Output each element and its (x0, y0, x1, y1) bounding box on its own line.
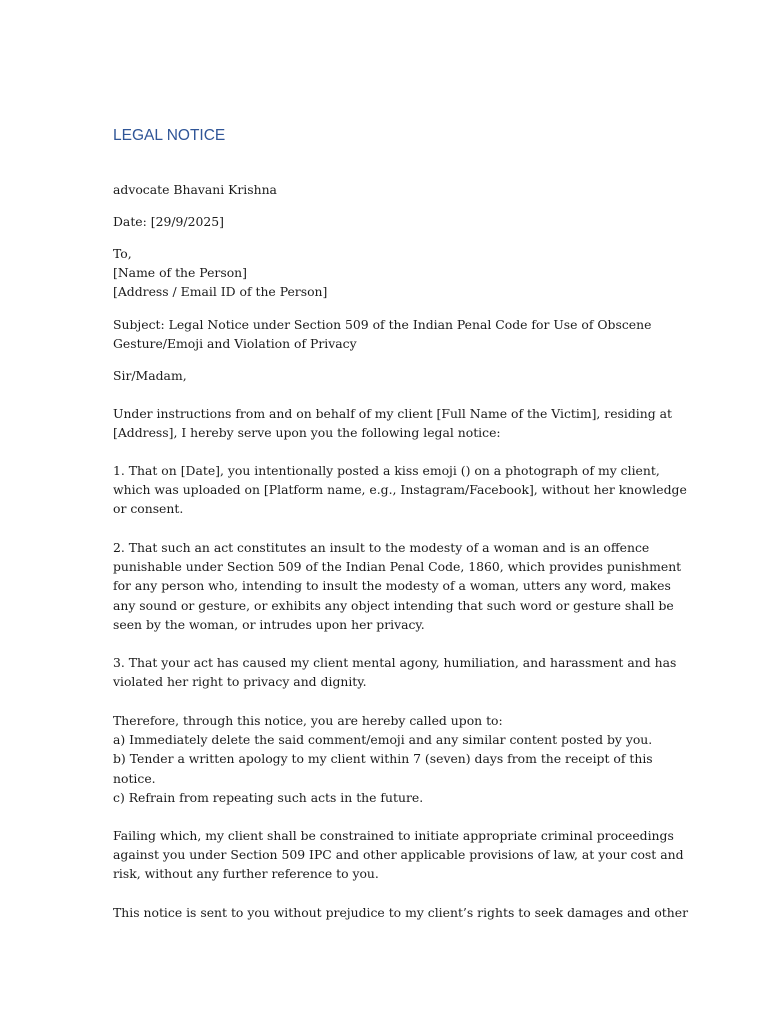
subject-line: Subject: Legal Notice under Section 509 of the Indian Penal Code for Use of Obscene (113, 317, 652, 332)
closing-paragraph (113, 903, 689, 922)
failing-line: Failing which, my client shall be constrained to initiate appropriate criminal proceedings (113, 828, 674, 843)
point-3-paragraph (113, 653, 677, 691)
recipient-name: [Name of the Person] (113, 265, 247, 281)
point-2-line: seen by the woman, or intrudes upon her privacy. (113, 616, 425, 632)
document-page (113, 0, 689, 1024)
intro-line: [Address], I hereby serve upon you the following legal notice: (113, 425, 501, 441)
point-2-line: for any person who, intending to insult the modesty of a woman, utters any word, makes (113, 578, 671, 594)
point-2-line: any sound or gesture, or exhibits any object intending that such word or gesture shall be (113, 597, 674, 613)
point-2-line: 2. That such an act constitutes an insult to the modesty of a woman and is an offence (113, 540, 650, 555)
intro-paragraph (113, 404, 672, 442)
point-1-line: or consent. (113, 501, 184, 517)
failing-line: against you under Section 509 IPC and other applicable provisions of law, at your cost and (113, 847, 684, 863)
demand-item: a) Immediately delete the said comment/emoji and any similar content posted by you. (113, 732, 653, 748)
date-line: Date: [29/9/2025] (113, 214, 224, 229)
closing-line: This notice is sent to you without prejudice to my client’s rights to seek damages and other (113, 905, 689, 920)
demands-intro: Therefore, through this notice, you are hereby called upon to: (113, 713, 503, 728)
to-line: To, (113, 246, 132, 261)
subject-line: Gesture/Emoji and Violation of Privacy (113, 336, 357, 352)
failing-paragraph (113, 826, 684, 884)
point-2-paragraph (113, 538, 682, 634)
demand-item: c) Refrain from repeating such acts in the future. (113, 789, 424, 805)
failing-line: risk, without any further reference to you. (113, 866, 379, 882)
demand-item: b) Tender a written apology to my client within 7 (seven) days from the receipt of this (113, 751, 653, 767)
intro-line: Under instructions from and on behalf of my client [Full Name of the Victim], residing at (113, 406, 672, 421)
point-1-line: which was uploaded on [Platform name, e.g., Instagram/Facebook], without her knowledge (113, 482, 687, 498)
subject-paragraph (113, 315, 658, 353)
point-1-line: 1. That on [Date], you intentionally posted a kiss emoji () on a photograph of my client, (113, 463, 660, 478)
sender-line: advocate Bhavani Krishna (113, 182, 277, 197)
recipient-address: [Address / Email ID of the Person] (113, 284, 328, 300)
demands-paragraph (113, 711, 658, 807)
point-2-line: punishable under Section 509 of the Indian Penal Code, 1860, which provides punishment (113, 559, 682, 575)
salutation: Sir/Madam, (113, 368, 187, 383)
point-3-line: violated her right to privacy and dignity. (113, 674, 367, 690)
document-title: LEGAL NOTICE (113, 127, 226, 144)
demand-item: notice. (113, 770, 156, 786)
recipient-block (113, 244, 658, 302)
point-1-paragraph (113, 461, 687, 519)
point-3-line: 3. That your act has caused my client mental agony, humiliation, and harassment and has (113, 655, 677, 670)
